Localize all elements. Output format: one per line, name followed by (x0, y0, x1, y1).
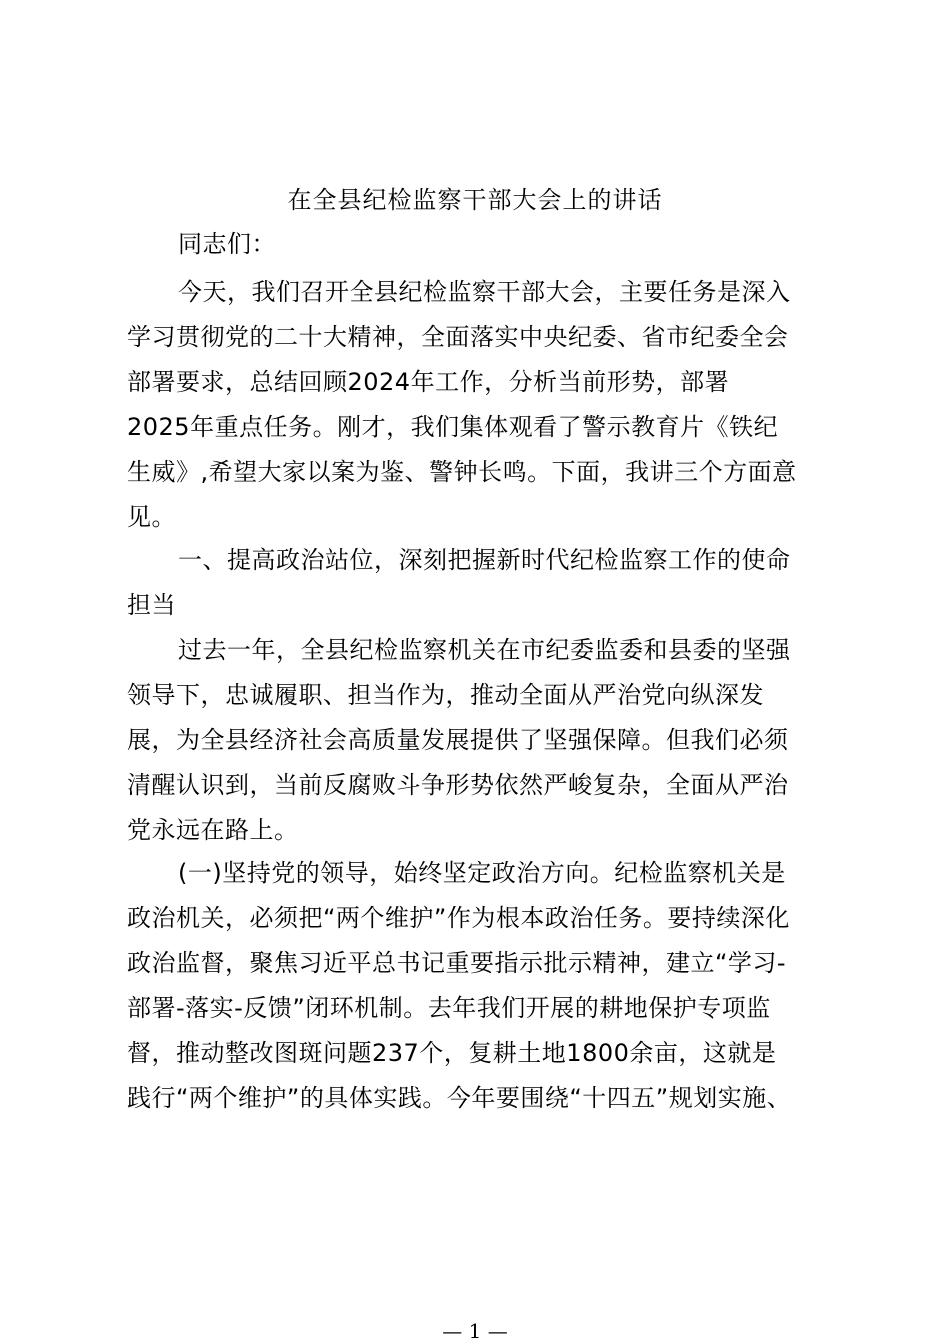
body-line: 领导下，忠诚履职、担当作为，推动全面从严治党向纵深发 (127, 681, 764, 709)
body-line: 学习贯彻党的二十大精神，全面落实中央纪委、省市纪委全会 (127, 323, 789, 351)
body-line: 党永远在路上。 (127, 816, 299, 844)
body-line: 今天，我们召开全县纪检监察干部大会，主要任务是深入 (178, 278, 791, 306)
page-number: — 1 — (442, 1319, 508, 1343)
body-line: 见。 (127, 503, 176, 531)
body-line: 展，为全县经济社会高质量发展提供了坚强保障。但我们必须 (127, 726, 789, 754)
body-line: 督，推动整改图斑问题237个，复耕土地1800余亩，这就是 (127, 1039, 777, 1067)
body-line: 政治机关，必须把“两个维护”作为根本政治任务。要持续深化 (127, 904, 790, 932)
subsection-line: (一)坚持党的领导，始终坚定政治方向。纪检监察机关是 (178, 859, 786, 887)
body-line: 2025年重点任务。刚才，我们集体观看了警示教育片《铁纪 (127, 413, 779, 441)
body-line: 践行“两个维护”的具体实践。今年要围绕“十四五”规划实施、 (127, 1084, 792, 1112)
body-line: 政治监督，聚焦习近平总书记重要指示批示精神，建立“学习- (127, 949, 787, 977)
body-line: 部署要求，总结回顾2024年工作，分析当前形势，部署 (127, 368, 730, 396)
document-title: 在全县纪检监察干部大会上的讲话 (287, 186, 663, 214)
body-line: 清醒认识到，当前反腐败斗争形势依然严峻复杂，全面从严治 (127, 771, 789, 799)
body-line: 生威》,希望大家以案为鉴、警钟长鸣。下面，我讲三个方面意 (127, 458, 797, 486)
body-line: 过去一年，全县纪检监察机关在市纪委监委和县委的坚强 (178, 636, 791, 664)
section-heading: 一、提高政治站位，深刻把握新时代纪检监察工作的使命 (178, 546, 791, 574)
greeting-line: 同志们： (178, 230, 276, 258)
body-line: 部署-落实-反馈”闭环机制。去年我们开展的耕地保护专项监 (127, 994, 771, 1022)
section-heading: 担当 (127, 591, 176, 619)
